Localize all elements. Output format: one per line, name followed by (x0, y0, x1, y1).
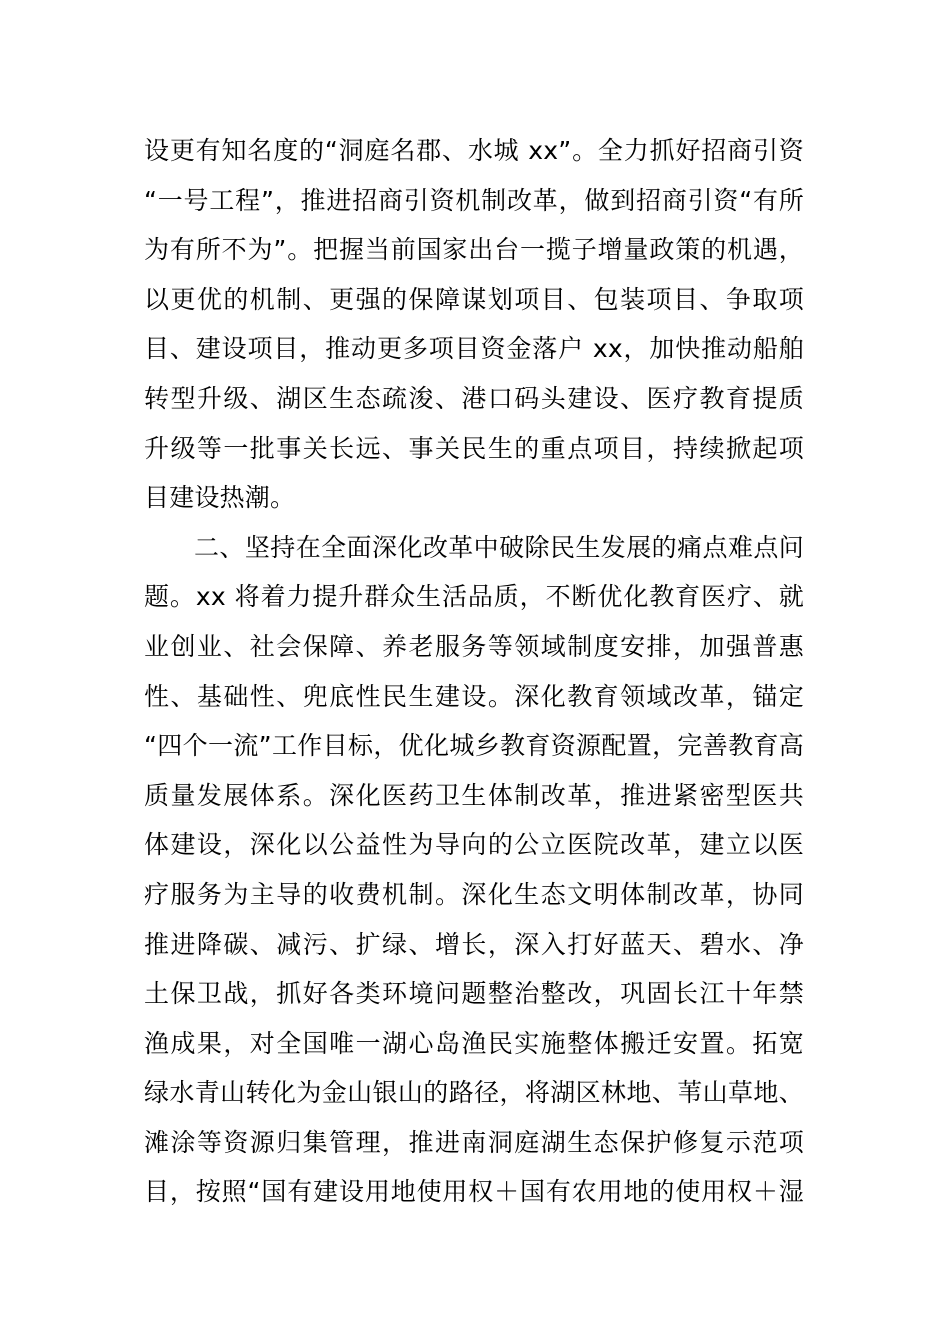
text-line: 转型升级、湖区生态疏浚、港口码头建设、医疗教育提质 (144, 383, 804, 413)
paragraph-2 (144, 523, 804, 1217)
text-line: 目建设热潮。 (144, 483, 296, 513)
section-heading-line: 二、坚持在全面深化改革中破除民生发展的痛点难点问 (194, 532, 804, 562)
text-line: “四个一流”工作目标，优化城乡教育资源配置，完善教育高 (144, 731, 804, 761)
text-line: 绿水青山转化为金山银山的路径，将湖区林地、苇山草地、 (144, 1078, 804, 1108)
text-line: 滩涂等资源归集管理，推进南洞庭湖生态保护修复示范项 (144, 1127, 804, 1157)
text-line: 目，按照“国有建设用地使用权＋国有农用地的使用权＋湿 (144, 1177, 804, 1207)
text-line: 土保卫战，抓好各类环境问题整治整改，巩固长江十年禁 (144, 979, 804, 1009)
text-line: 以更优的机制、更强的保障谋划项目、包装项目、争取项 (144, 284, 804, 314)
text-line: 设更有知名度的“洞庭名郡、水城 xx”。全力抓好招商引资 (144, 136, 804, 165)
text-line: 为有所不为”。把握当前国家出台一揽子增量政策的机遇， (144, 235, 804, 265)
text-line: 质量发展体系。深化医药卫生体制改革，推进紧密型医共 (144, 780, 804, 810)
text-line: “一号工程”，推进招商引资机制改革，做到招商引资“有所 (144, 185, 804, 215)
text-line: 体建设，深化以公益性为导向的公立医院改革，建立以医 (144, 830, 804, 860)
text-line: 升级等一批事关长远、事关民生的重点项目，持续掀起项 (144, 433, 804, 463)
text-line: 性、基础性、兜底性民生建设。深化教育领域改革，锚定 (144, 681, 804, 711)
text-line: 题。xx 将着力提升群众生活品质，不断优化教育医疗、就 (144, 582, 804, 612)
document-body (144, 126, 804, 1217)
text-line: 疗服务为主导的收费机制。深化生态文明体制改革，协同 (144, 879, 804, 909)
text-line: 渔成果，对全国唯一湖心岛渔民实施整体搬迁安置。拓宽 (144, 1028, 804, 1058)
text-line: 推进降碳、减污、扩绿、增长，深入打好蓝天、碧水、净 (144, 929, 804, 959)
paragraph-1 (144, 126, 804, 523)
text-line: 目、建设项目，推动更多项目资金落户 xx，加快推动船舶 (144, 334, 804, 364)
text-line: 业创业、社会保障、养老服务等领域制度安排，加强普惠 (144, 631, 804, 661)
